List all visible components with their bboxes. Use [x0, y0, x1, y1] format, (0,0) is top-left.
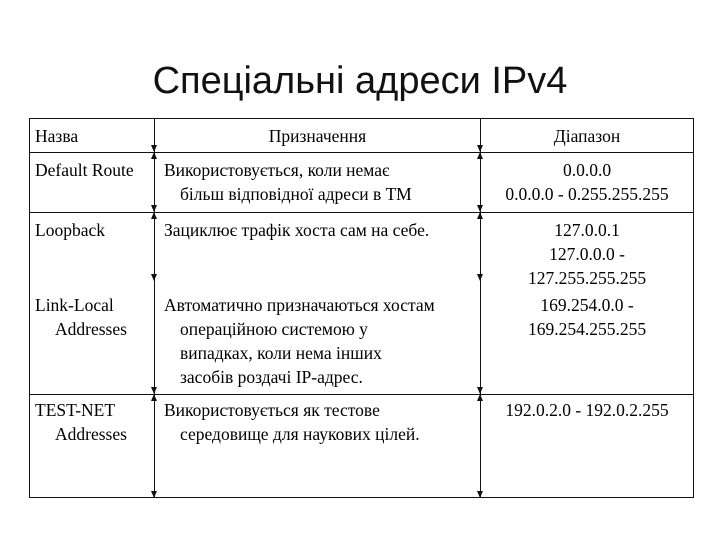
row-divider: [30, 212, 693, 213]
row-name: TEST-NET: [35, 400, 116, 420]
row-divider: [30, 394, 693, 395]
row-name: Addresses: [55, 319, 127, 339]
arrowhead-icon: [477, 387, 483, 394]
arrowhead-icon: [151, 387, 157, 394]
header-purpose: Призначення: [268, 126, 367, 146]
header-range: Діапазон: [553, 126, 621, 146]
arrowhead-icon: [151, 491, 157, 498]
row-purpose-line: засобів роздачі IP-адрес.: [180, 367, 363, 387]
row-purpose-line: Зациклює трафік хоста сам на себе.: [164, 220, 430, 240]
slide-title: Спеціальні адреси IPv4: [152, 60, 568, 102]
arrowhead-icon: [477, 205, 483, 212]
row-range-line: 169.254.0.0 -: [540, 295, 634, 315]
row-purpose-line: випадках, коли нема інших: [180, 343, 382, 363]
arrowhead-icon: [151, 212, 157, 219]
row-range-line: 0.0.0.0 - 0.255.255.255: [505, 184, 669, 204]
row-name: Loopback: [35, 220, 105, 240]
column-divider: [154, 119, 155, 497]
row-purpose-line: Використовується, коли немає: [164, 160, 390, 180]
row-name: Addresses: [55, 424, 127, 444]
row-range-line: 127.255.255.255: [527, 268, 647, 288]
row-name: Link-Local: [35, 295, 114, 315]
arrowhead-icon: [151, 394, 157, 401]
row-purpose-line: Автоматично призначаються хостам: [164, 295, 435, 315]
row-range-line: 127.0.0.1: [554, 220, 620, 240]
row-name: Default Route: [35, 160, 134, 180]
arrowhead-icon: [151, 152, 157, 159]
row-purpose-line: операційною системою у: [180, 319, 368, 339]
arrowhead-icon: [477, 491, 483, 498]
row-range-line: 192.0.2.0 - 192.0.2.255: [505, 400, 669, 420]
row-divider: [30, 152, 693, 153]
row-range-line: 0.0.0.0: [562, 160, 612, 180]
special-addresses-table: [29, 118, 694, 498]
header-name: Назва: [35, 126, 79, 146]
row-range-line: 169.254.255.255: [527, 319, 647, 339]
arrowhead-icon: [151, 205, 157, 212]
row-purpose-line: Використовується як тестове: [164, 400, 380, 420]
arrowhead-icon: [151, 274, 157, 281]
row-range-line: 127.0.0.0 -: [549, 244, 625, 264]
row-purpose-line: більш відповідної адреси в ТМ: [180, 184, 412, 204]
row-purpose-line: середовище для наукових цілей.: [180, 424, 420, 444]
